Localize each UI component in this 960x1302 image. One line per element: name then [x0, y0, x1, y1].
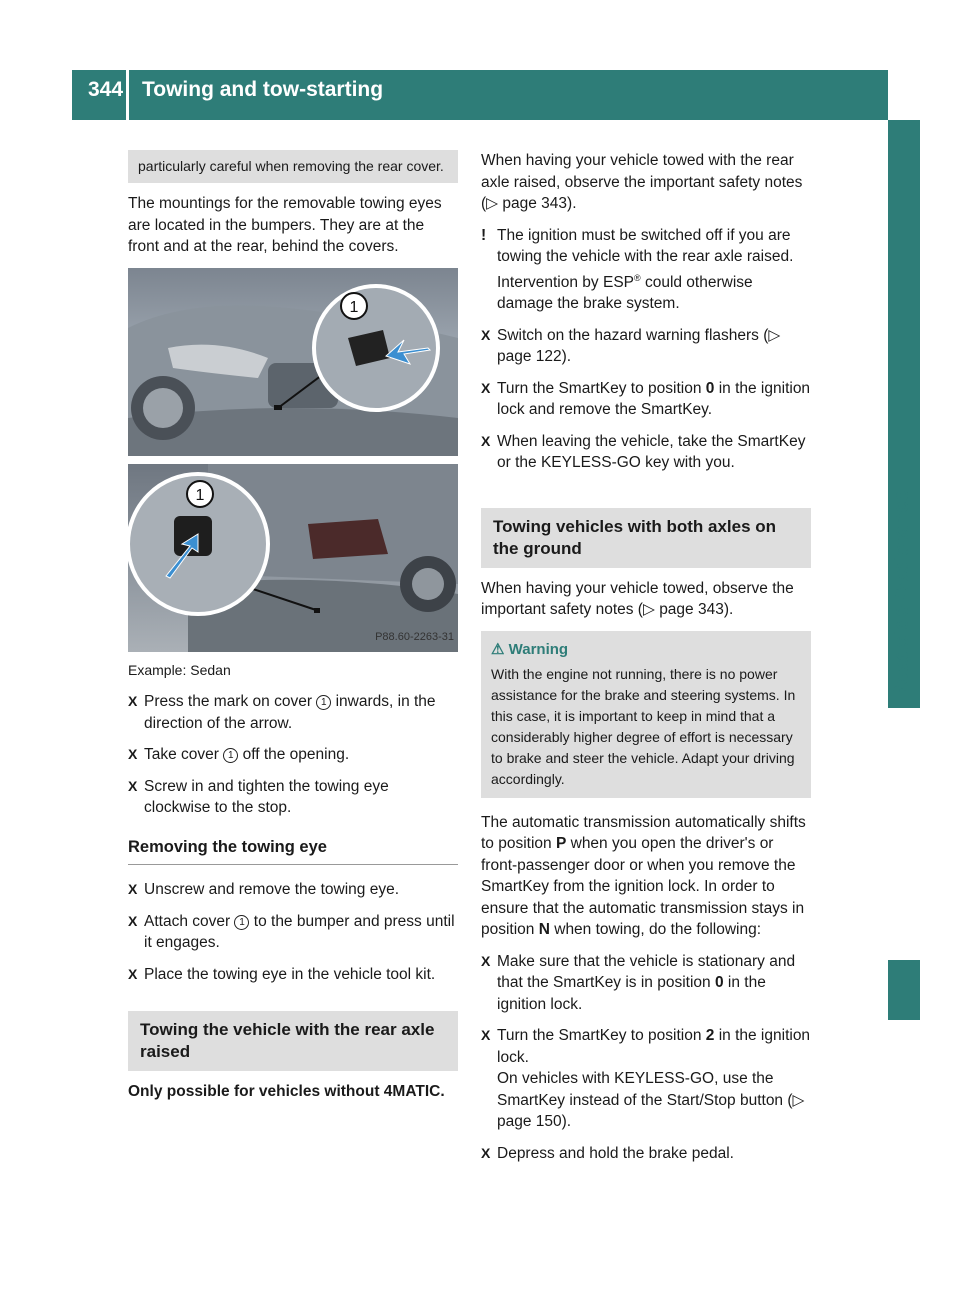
keyless-go-note: On vehicles with KEYLESS-GO, use the SmartKey instead of the Start/Stop button (▷ page 150). — [497, 1070, 805, 1131]
step-marker: X — [481, 326, 491, 343]
step-marker: X — [481, 952, 491, 969]
only-possible-note: Only possible for vehicles without 4MATIC. — [128, 1083, 445, 1100]
left-column — [128, 150, 458, 1113]
figure-callout-1-rear: 1 — [195, 486, 205, 504]
step-marker: X — [128, 693, 138, 709]
callout-ref: 1 — [223, 748, 238, 763]
step-marker: X — [481, 1027, 491, 1044]
heading-removing-towing-eye: Removing the towing eye — [128, 837, 458, 866]
step-marker: X — [481, 1144, 491, 1161]
step-marker: X — [128, 777, 138, 794]
warning-title: ⚠ Warning — [491, 640, 569, 658]
right-column — [481, 150, 811, 1174]
step-marker: X — [128, 965, 138, 982]
warning-box — [481, 631, 811, 798]
rear-bumper-figure — [128, 464, 458, 652]
step-take-key: X When leaving the vehicle, take the SmartKey or the KEYLESS-GO key with you. — [481, 432, 806, 472]
front-car-illustration — [128, 268, 458, 456]
callout-ref: 1 — [234, 915, 249, 930]
important-note: ! The ignition must be switched off if you are towing the vehicle with the rear axle raised. Intervention by ESP® could otherwise damage the brake system. — [481, 226, 794, 313]
step-hazard-flashers: X Switch on the hazard warning flashers (▷ page 122). — [481, 326, 781, 366]
step-marker: X — [481, 432, 491, 449]
step-marker: X — [128, 881, 138, 897]
step-marker: X — [481, 379, 491, 396]
figure-callout-1: 1 — [349, 298, 359, 316]
warning-text: With the engine not running, there is no power assistance for the brake and steering systems. In this case, it is important to keep in mind that a considerably higher degree of effort is necessary to brake and steer the vehicle. Adapt your driving accordingly. — [491, 665, 796, 787]
page-number: 344 — [88, 78, 124, 101]
page-title: Towing and tow-starting — [142, 78, 384, 101]
warning-icon: ⚠ — [491, 640, 505, 658]
step-screw-eye: X Screw in and tighten the towing eye clockwise to the stop. — [128, 777, 389, 816]
note-box: particularly careful when removing the rear cover. — [128, 150, 458, 183]
transmission-paragraph: The automatic transmission automatically shifts to position P when you open the driver's or front-passenger door or when you remove the SmartKey from the ignition lock. In order to ensure that the automatic transmission stays in position N when towing, do the following: — [481, 813, 806, 939]
step-marker: X — [128, 912, 138, 929]
important-icon: ! — [481, 226, 487, 244]
side-tab-label: Roadside Assistance — [890, 489, 913, 700]
step-press-cover: X Press the mark on cover 1 inwards, in the direction of the arrow. — [128, 693, 436, 732]
callout-ref: 1 — [316, 695, 331, 710]
step-brake-pedal: X Depress and hold the brake pedal. — [481, 1143, 811, 1165]
both-axles-intro: When having your vehicle towed, observe the important safety notes (▷ page 343). — [481, 579, 794, 619]
step-place-eye: X Place the towing eye in the vehicle tool kit. — [128, 964, 458, 986]
step-turn-smartkey-0: X Turn the SmartKey to position 0 in the ignition lock and remove the SmartKey. — [481, 379, 811, 419]
step-unscrew: X Unscrew and remove the towing eye. — [128, 879, 458, 901]
intro-paragraph: The mountings for the removable towing eyes are located in the bumpers. They are at the front and at the rear, behind the covers. — [128, 195, 442, 255]
figure-caption: Example: Sedan — [128, 661, 231, 678]
rear-axle-intro: When having your vehicle towed with the rear axle raised, observe the important safety notes (▷ page 343). — [481, 152, 803, 212]
rear-car-illustration — [128, 464, 458, 652]
header-divider — [126, 70, 129, 128]
step-turn-smartkey-2: X Turn the SmartKey to position 2 in the ignition lock. On vehicles with KEYLESS-GO, use the SmartKey instead of the Start/Stop button (▷ page 150). — [481, 1025, 811, 1133]
step-attach-cover: X Attach cover 1 to the bumper and press until it engages. — [128, 912, 455, 951]
figure-code: P88.60-2263-31 — [375, 631, 454, 643]
step-marker: X — [128, 746, 138, 762]
side-block — [888, 960, 920, 1020]
step-vehicle-stationary: X Make sure that the vehicle is stationary and that the SmartKey is in position 0 in the ignition lock. — [481, 952, 796, 1013]
front-bumper-figure — [128, 268, 458, 456]
heading-rear-axle-raised: Towing the vehicle with the rear axle raised — [128, 1011, 458, 1071]
heading-both-axles: Towing vehicles with both axles on the ground — [481, 508, 811, 568]
step-take-cover: X Take cover 1 off the opening. — [128, 744, 458, 766]
